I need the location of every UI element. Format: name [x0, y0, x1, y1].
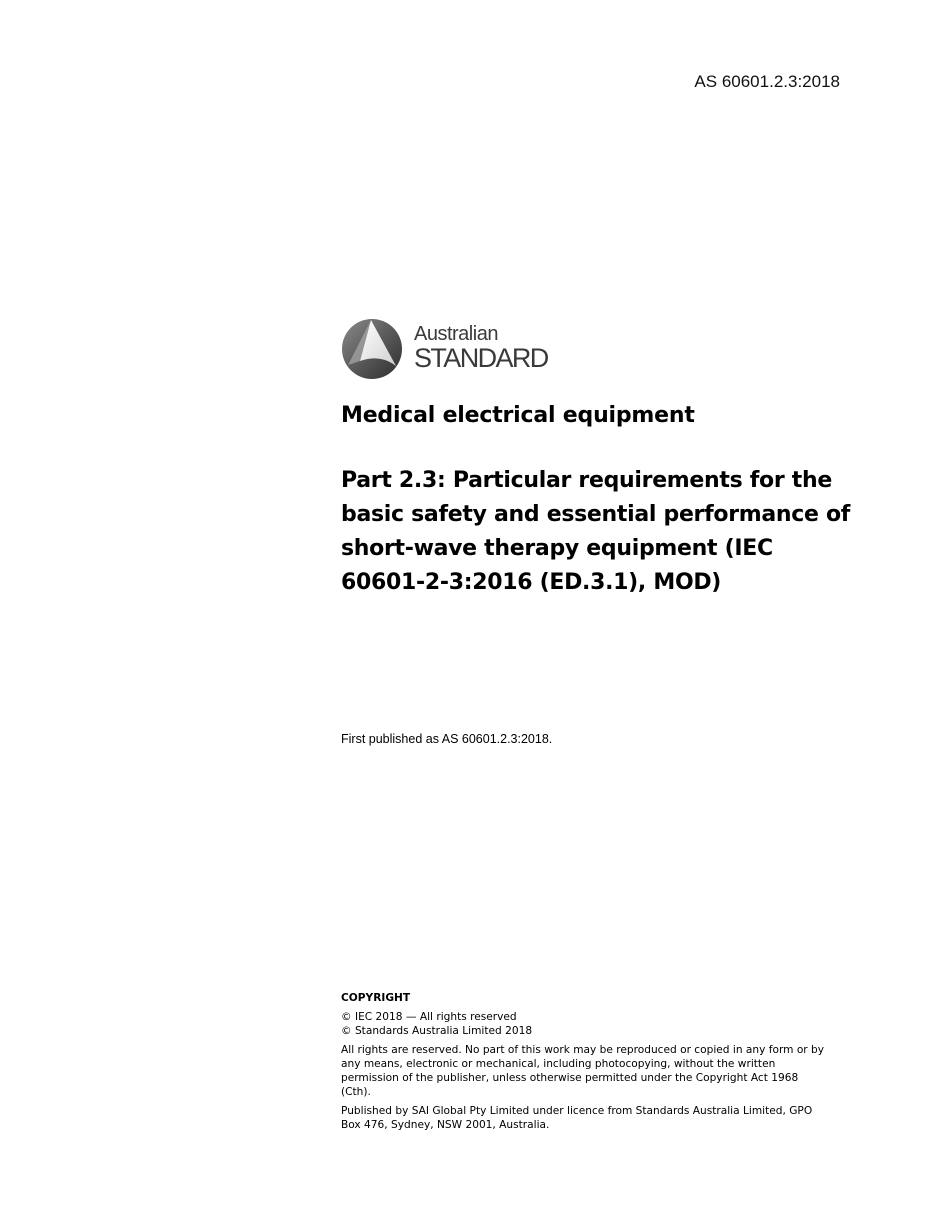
australian-standard-logo	[341, 316, 581, 382]
copyright-publisher-text: Published by SAI Global Pty Limited under licence from Standards Australia Limited, GPO Box 476, Sydney, NSW 2001, Australia.	[341, 1105, 813, 1131]
logo-emblem-icon	[341, 316, 407, 382]
document-subtitle: Part 2.3: Particular requirements for the basic safety and essential performance of short-wave therapy equipment (IEC 60601-2-3:2016 (ED.3.1), MOD)	[341, 468, 851, 595]
document-title: Medical electrical equipment	[341, 403, 695, 428]
first-published-note: First published as AS 60601.2.3:2018.	[341, 732, 553, 746]
copyright-standards-australia-line: © Standards Australia Limited 2018	[341, 1025, 533, 1037]
copyright-iec-line: © IEC 2018 — All rights reserved	[341, 1011, 517, 1023]
copyright-rights-text: All rights are reserved. No part of this work may be reproduced or copied in any form or by any means, electronic or mechanical, including photocopying, without the written permission of the publisher, unless otherwise permitted under the Copyright Act 1968 (Cth).	[341, 1044, 825, 1098]
logo-wordmark-line2: STANDARD	[414, 343, 548, 373]
document-id: AS 60601.2.3:2018	[694, 72, 840, 91]
copyright-block	[341, 991, 831, 1137]
copyright-heading: COPYRIGHT	[341, 992, 411, 1004]
copyright-holders	[341, 1010, 831, 1038]
logo-wordmark-line1: Australian	[414, 323, 498, 345]
